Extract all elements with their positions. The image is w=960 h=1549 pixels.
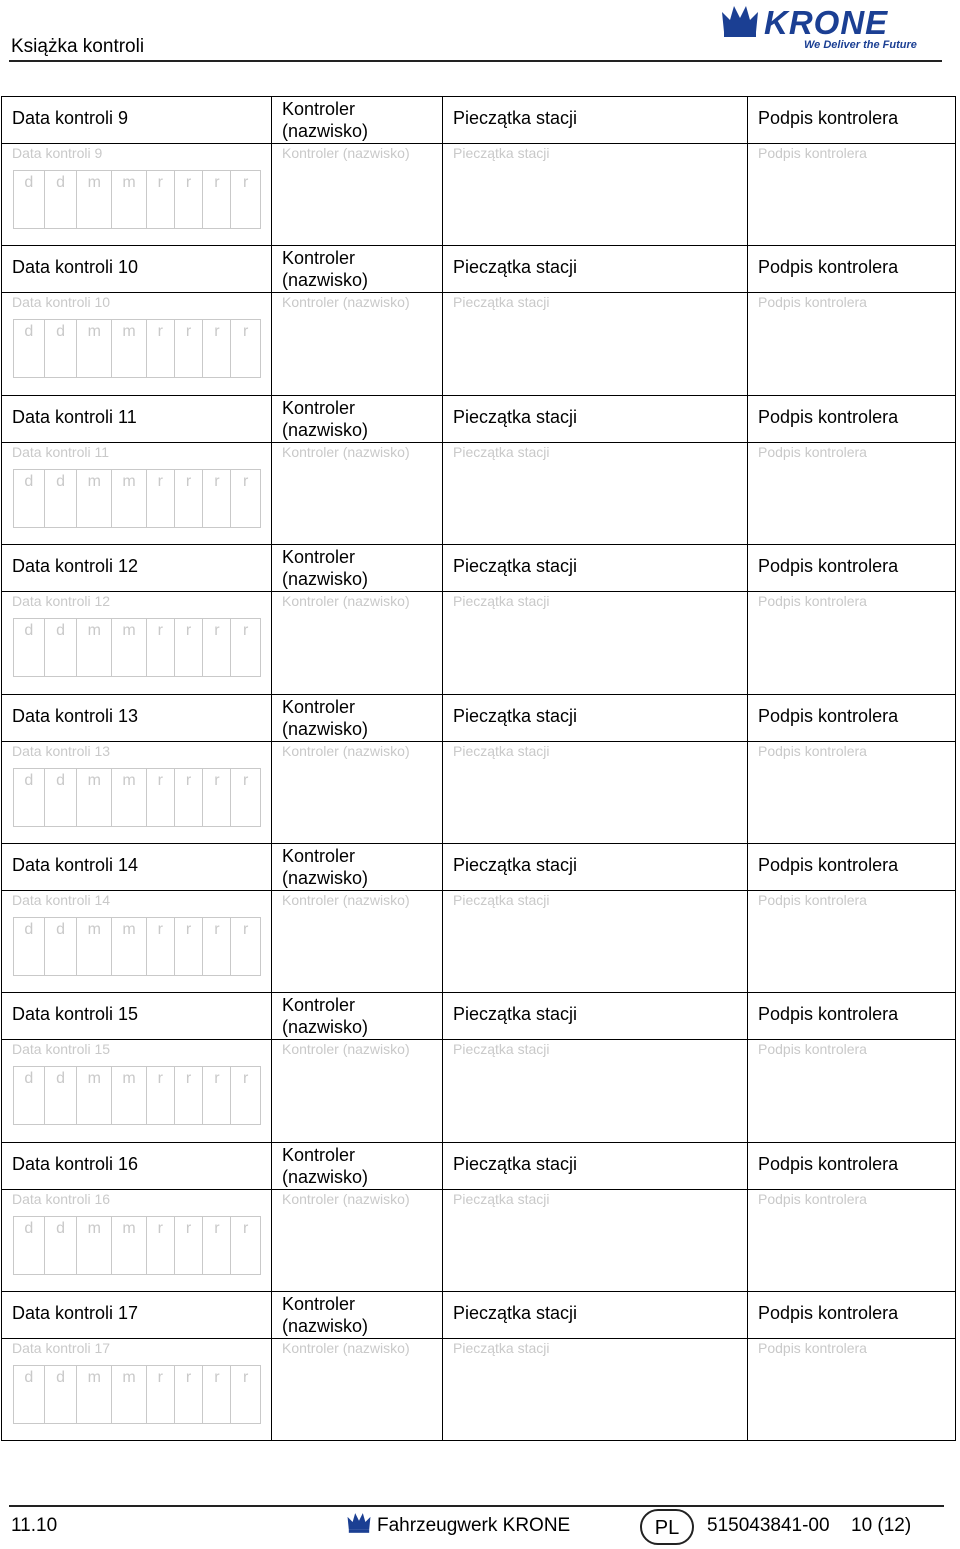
date-digit-box[interactable]: m: [112, 769, 147, 826]
stamp-cell[interactable]: [442, 245, 747, 395]
date-digit-box[interactable]: d: [45, 320, 78, 377]
date-digit-box[interactable]: r: [203, 171, 231, 228]
stamp-label-ghost: Pieczątka stacji: [453, 294, 550, 311]
date-digit-box[interactable]: r: [175, 470, 204, 527]
date-digit-box[interactable]: r: [147, 1067, 175, 1124]
date-digit-box[interactable]: m: [77, 769, 112, 826]
krone-logo: [718, 2, 918, 56]
controller-cell[interactable]: [271, 395, 442, 545]
date-entry-boxes[interactable]: [13, 618, 261, 677]
date-digit-box[interactable]: r: [242, 622, 249, 640]
date-label-ghost: Data kontroli 10: [12, 294, 111, 311]
date-cell[interactable]: [1, 1291, 271, 1441]
date-digit-box[interactable]: d: [14, 470, 45, 527]
date-digit-box[interactable]: r: [203, 1366, 231, 1423]
date-digit-box[interactable]: r: [175, 1217, 204, 1274]
date-digit-box[interactable]: d: [45, 918, 78, 975]
date-label-ghost: Data kontroli 9: [12, 145, 103, 161]
signature-label: Podpis kontrolera: [758, 855, 899, 875]
signature-cell[interactable]: [747, 694, 956, 844]
date-label-ghost: Data kontroli 13: [12, 742, 111, 759]
controller-cell[interactable]: [271, 96, 442, 246]
language-badge: PL: [640, 1509, 694, 1545]
controller-label: [282, 1293, 368, 1337]
controller-label-ghost: Kontroler (nazwisko): [282, 145, 410, 161]
controller-label: [282, 845, 368, 889]
inspection-row: [1, 694, 956, 844]
date-digit-box[interactable]: d: [14, 171, 45, 228]
controller-label: [282, 994, 368, 1038]
date-digit-box[interactable]: r: [147, 918, 175, 975]
signature-label-ghost: Podpis kontrolera: [758, 742, 867, 759]
date-digit-box[interactable]: d: [14, 1067, 45, 1124]
controller-label-ghost: Kontroler (nazwisko): [282, 1190, 410, 1207]
signature-label: Podpis kontrolera: [758, 1153, 899, 1174]
stamp-cell[interactable]: [442, 96, 747, 246]
stamp-label: Pieczątka stacji: [453, 1004, 578, 1025]
date-digit-box[interactable]: d: [45, 769, 78, 826]
date-digit-box[interactable]: m: [77, 1366, 112, 1423]
logo-wordmark: KRONE: [764, 4, 889, 41]
date-label: Data kontroli 13: [12, 705, 139, 726]
controller-label-line2: (nazwisko): [282, 270, 369, 291]
date-digit-box[interactable]: r: [203, 619, 231, 676]
stamp-cell[interactable]: [442, 1142, 747, 1292]
date-label: Data kontroli 17: [12, 1303, 139, 1324]
stamp-label-ghost: Pieczątka stacji: [453, 443, 550, 460]
date-cell[interactable]: [1, 694, 271, 844]
controller-label-line2: (nazwisko): [282, 569, 369, 590]
date-digit-box[interactable]: m: [77, 619, 112, 676]
date-digit-box[interactable]: d: [14, 918, 45, 975]
signature-label-ghost: Podpis kontrolera: [758, 892, 867, 908]
date-digit-box[interactable]: d: [14, 769, 45, 826]
footer-divider: [9, 1505, 944, 1507]
date-digit-box[interactable]: d: [14, 320, 45, 377]
crown-icon: [345, 1510, 373, 1534]
controller-label: [282, 546, 368, 590]
date-digit-box[interactable]: r: [242, 472, 249, 490]
controller-cell[interactable]: [271, 1142, 442, 1292]
date-digit-box[interactable]: r: [147, 619, 175, 676]
date-digit-box[interactable]: m: [77, 470, 112, 527]
controller-label: [282, 696, 368, 740]
date-digit-box[interactable]: m: [77, 171, 112, 228]
date-digit-box[interactable]: d: [45, 470, 78, 527]
date-digit-box[interactable]: r: [175, 769, 204, 826]
date-cell[interactable]: [1, 992, 271, 1142]
controller-label-line2: (nazwisko): [282, 1017, 369, 1038]
date-digit-box[interactable]: m: [77, 1067, 112, 1124]
controller-label: [282, 397, 368, 441]
date-cell[interactable]: [1, 544, 271, 694]
inspection-row: [1, 544, 956, 694]
inspection-table: [1, 96, 956, 1441]
controller-label-ghost: Kontroler (nazwisko): [282, 1340, 410, 1357]
date-label: Data kontroli 15: [12, 1004, 139, 1025]
stamp-label-ghost: Pieczątka stacji: [453, 145, 550, 161]
stamp-label: Pieczątka stacji: [453, 108, 578, 128]
date-digit-box[interactable]: r: [175, 320, 204, 377]
controller-cell[interactable]: [271, 843, 442, 993]
stamp-label: Pieczątka stacji: [453, 1303, 578, 1324]
date-digit-box[interactable]: m: [112, 1366, 147, 1423]
inspection-row: [1, 1142, 956, 1292]
date-digit-box[interactable]: d: [45, 1217, 78, 1274]
stamp-label: Pieczątka stacji: [453, 855, 578, 875]
date-digit-box[interactable]: r: [242, 1369, 249, 1387]
date-digit-box[interactable]: m: [112, 1217, 147, 1274]
date-digit-box[interactable]: d: [45, 171, 78, 228]
date-digit-box[interactable]: r: [175, 1366, 204, 1423]
date-digit-box[interactable]: r: [147, 320, 175, 377]
date-digit-box[interactable]: m: [112, 171, 147, 228]
stamp-cell[interactable]: [442, 694, 747, 844]
date-digit-box[interactable]: r: [242, 921, 249, 938]
signature-cell[interactable]: [747, 96, 956, 246]
date-digit-box[interactable]: d: [45, 1366, 78, 1423]
signature-label-ghost: Podpis kontrolera: [758, 145, 867, 161]
date-digit-box[interactable]: r: [175, 171, 204, 228]
date-digit-box[interactable]: d: [14, 619, 45, 676]
date-digit-box[interactable]: d: [45, 1067, 78, 1124]
date-digit-box[interactable]: r: [175, 1067, 204, 1124]
stamp-label: Pieczątka stacji: [453, 406, 578, 427]
signature-label-ghost: Podpis kontrolera: [758, 1340, 867, 1357]
controller-label: [282, 98, 368, 142]
stamp-label: Pieczątka stacji: [453, 257, 578, 278]
controller-label-line2: (nazwisko): [282, 121, 369, 141]
stamp-label-ghost: Pieczątka stacji: [453, 1041, 550, 1058]
date-cell[interactable]: [1, 96, 271, 246]
date-label: Data kontroli 9: [12, 108, 129, 128]
stamp-label-ghost: Pieczątka stacji: [453, 892, 550, 908]
controller-label-line1: Kontroler: [282, 696, 356, 717]
signature-label-ghost: Podpis kontrolera: [758, 1041, 867, 1058]
signature-label-ghost: Podpis kontrolera: [758, 294, 867, 311]
controller-label-line1: Kontroler: [282, 995, 356, 1016]
table-bottom-rule: [1, 1440, 956, 1441]
controller-label-ghost: Kontroler (nazwisko): [282, 1041, 410, 1058]
stamp-cell[interactable]: [442, 992, 747, 1142]
page-title: Książka kontroli: [11, 36, 145, 57]
date-digit-box[interactable]: r: [203, 470, 231, 527]
document-number: 515043841-00: [707, 1515, 830, 1536]
date-entry-boxes[interactable]: [13, 917, 261, 976]
date-digit-box[interactable]: r: [147, 171, 175, 228]
signature-label: Podpis kontrolera: [758, 705, 899, 726]
date-digit-box[interactable]: r: [147, 1366, 175, 1423]
date-digit-box[interactable]: r: [203, 769, 231, 826]
date-digit-box[interactable]: r: [175, 619, 204, 676]
date-digit-box[interactable]: r: [242, 174, 249, 191]
controller-label-line2: (nazwisko): [282, 419, 369, 440]
stamp-label: Pieczątka stacji: [453, 705, 578, 726]
inspection-row: [1, 96, 956, 246]
date-digit-box[interactable]: r: [203, 320, 231, 377]
footer-company: Fahrzeugwerk KRONE: [377, 1515, 571, 1536]
date-label: Data kontroli 11: [12, 406, 137, 427]
date-digit-box[interactable]: d: [14, 1217, 45, 1274]
date-entry-boxes[interactable]: [13, 319, 261, 378]
signature-label: Podpis kontrolera: [758, 1004, 899, 1025]
controller-label-line2: (nazwisko): [282, 1166, 369, 1187]
controller-label-ghost: Kontroler (nazwisko): [282, 294, 410, 311]
controller-cell[interactable]: [271, 694, 442, 844]
date-label-ghost: Data kontroli 17: [12, 1340, 111, 1357]
date-entry-boxes[interactable]: [13, 170, 261, 229]
date-digit-box[interactable]: r: [242, 1070, 249, 1088]
controller-label-line1: Kontroler: [282, 99, 356, 119]
controller-label-line2: (nazwisko): [282, 1316, 369, 1337]
date-digit-box[interactable]: r: [175, 918, 204, 975]
date-cell[interactable]: [1, 395, 271, 545]
stamp-label: Pieczątka stacji: [453, 1153, 578, 1174]
signature-label: Podpis kontrolera: [758, 1303, 899, 1324]
date-digit-box[interactable]: r: [203, 918, 231, 975]
logo-tagline: We Deliver the Future: [804, 39, 917, 51]
date-digit-box[interactable]: r: [203, 1217, 231, 1274]
controller-cell[interactable]: [271, 544, 442, 694]
date-digit-box[interactable]: m: [77, 320, 112, 377]
date-entry-boxes[interactable]: [13, 768, 261, 827]
date-digit-box[interactable]: r: [242, 1219, 249, 1237]
date-cell[interactable]: [1, 843, 271, 993]
date-digit-box[interactable]: r: [147, 470, 175, 527]
controller-label-line1: Kontroler: [282, 1294, 356, 1315]
signature-label: Podpis kontrolera: [758, 108, 899, 128]
signature-cell[interactable]: [747, 544, 956, 694]
controller-label-ghost: Kontroler (nazwisko): [282, 593, 410, 610]
controller-cell[interactable]: [271, 245, 442, 395]
date-digit-box[interactable]: r: [147, 1217, 175, 1274]
header-divider: [9, 60, 942, 62]
date-entry-boxes[interactable]: [13, 469, 261, 528]
date-digit-box[interactable]: d: [14, 1366, 45, 1423]
inspection-row: [1, 1291, 956, 1441]
signature-label-ghost: Podpis kontrolera: [758, 443, 867, 460]
date-digit-box[interactable]: m: [112, 470, 147, 527]
date-label-ghost: Data kontroli 16: [12, 1190, 111, 1207]
controller-label-line1: Kontroler: [282, 248, 356, 269]
date-entry-boxes[interactable]: [13, 1365, 261, 1424]
controller-cell[interactable]: [271, 1291, 442, 1441]
controller-label-ghost: Kontroler (nazwisko): [282, 742, 410, 759]
date-cell[interactable]: [1, 1142, 271, 1292]
stamp-label-ghost: Pieczątka stacji: [453, 742, 550, 759]
controller-label-line1: Kontroler: [282, 846, 356, 866]
stamp-cell[interactable]: [442, 1291, 747, 1441]
signature-label: Podpis kontrolera: [758, 406, 899, 427]
inspection-row: [1, 395, 956, 545]
signature-cell[interactable]: [747, 843, 956, 993]
date-label-ghost: Data kontroli 12: [12, 593, 111, 610]
signature-label-ghost: Podpis kontrolera: [758, 1190, 867, 1207]
stamp-label-ghost: Pieczątka stacji: [453, 1340, 550, 1357]
controller-label-ghost: Kontroler (nazwisko): [282, 443, 410, 460]
controller-label: [282, 247, 368, 291]
date-label: Data kontroli 12: [12, 556, 139, 577]
inspection-row: [1, 992, 956, 1142]
controller-label: [282, 1144, 368, 1188]
date-digit-box[interactable]: r: [242, 323, 249, 341]
signature-label-ghost: Podpis kontrolera: [758, 593, 867, 610]
signature-cell[interactable]: [747, 245, 956, 395]
date-label: Data kontroli 14: [12, 855, 139, 875]
controller-label-line2: (nazwisko): [282, 868, 369, 888]
footer-version: 11.10: [11, 1515, 58, 1536]
crown-icon: [718, 2, 762, 38]
date-digit-box[interactable]: m: [77, 918, 112, 975]
date-entry-boxes[interactable]: [13, 1216, 261, 1275]
controller-label-line2: (nazwisko): [282, 718, 369, 739]
stamp-cell[interactable]: [442, 395, 747, 545]
signature-label: Podpis kontrolera: [758, 556, 899, 577]
inspection-row: [1, 245, 956, 395]
date-cell[interactable]: [1, 245, 271, 395]
date-digit-box[interactable]: m: [112, 1067, 147, 1124]
date-digit-box[interactable]: r: [147, 769, 175, 826]
date-digit-box[interactable]: d: [45, 619, 78, 676]
page-number: 10 (12): [851, 1515, 912, 1536]
date-label-ghost: Data kontroli 15: [12, 1041, 111, 1058]
date-label: Data kontroli 10: [12, 257, 139, 278]
controller-label-line1: Kontroler: [282, 1144, 356, 1165]
stamp-label-ghost: Pieczątka stacji: [453, 593, 550, 610]
date-digit-box[interactable]: m: [112, 320, 147, 377]
signature-label: Podpis kontrolera: [758, 257, 899, 278]
date-label-ghost: Data kontroli 11: [12, 443, 110, 460]
date-label: Data kontroli 16: [12, 1153, 139, 1174]
controller-cell[interactable]: [271, 992, 442, 1142]
stamp-label-ghost: Pieczątka stacji: [453, 1190, 550, 1207]
date-digit-box[interactable]: r: [242, 771, 249, 789]
controller-label-ghost: Kontroler (nazwisko): [282, 892, 410, 908]
signature-cell[interactable]: [747, 992, 956, 1142]
stamp-cell[interactable]: [442, 843, 747, 993]
date-digit-box[interactable]: m: [77, 1217, 112, 1274]
signature-cell[interactable]: [747, 1291, 956, 1441]
date-digit-box[interactable]: m: [112, 918, 147, 975]
date-digit-box[interactable]: m: [112, 619, 147, 676]
controller-label-line1: Kontroler: [282, 397, 356, 418]
inspection-row: [1, 843, 956, 993]
date-label-ghost: Data kontroli 14: [12, 892, 111, 908]
signature-cell[interactable]: [747, 395, 956, 545]
date-entry-boxes[interactable]: [13, 1066, 261, 1125]
signature-cell[interactable]: [747, 1142, 956, 1292]
stamp-label: Pieczątka stacji: [453, 556, 578, 577]
date-digit-box[interactable]: r: [203, 1067, 231, 1124]
controller-label-line1: Kontroler: [282, 547, 356, 568]
stamp-cell[interactable]: [442, 544, 747, 694]
